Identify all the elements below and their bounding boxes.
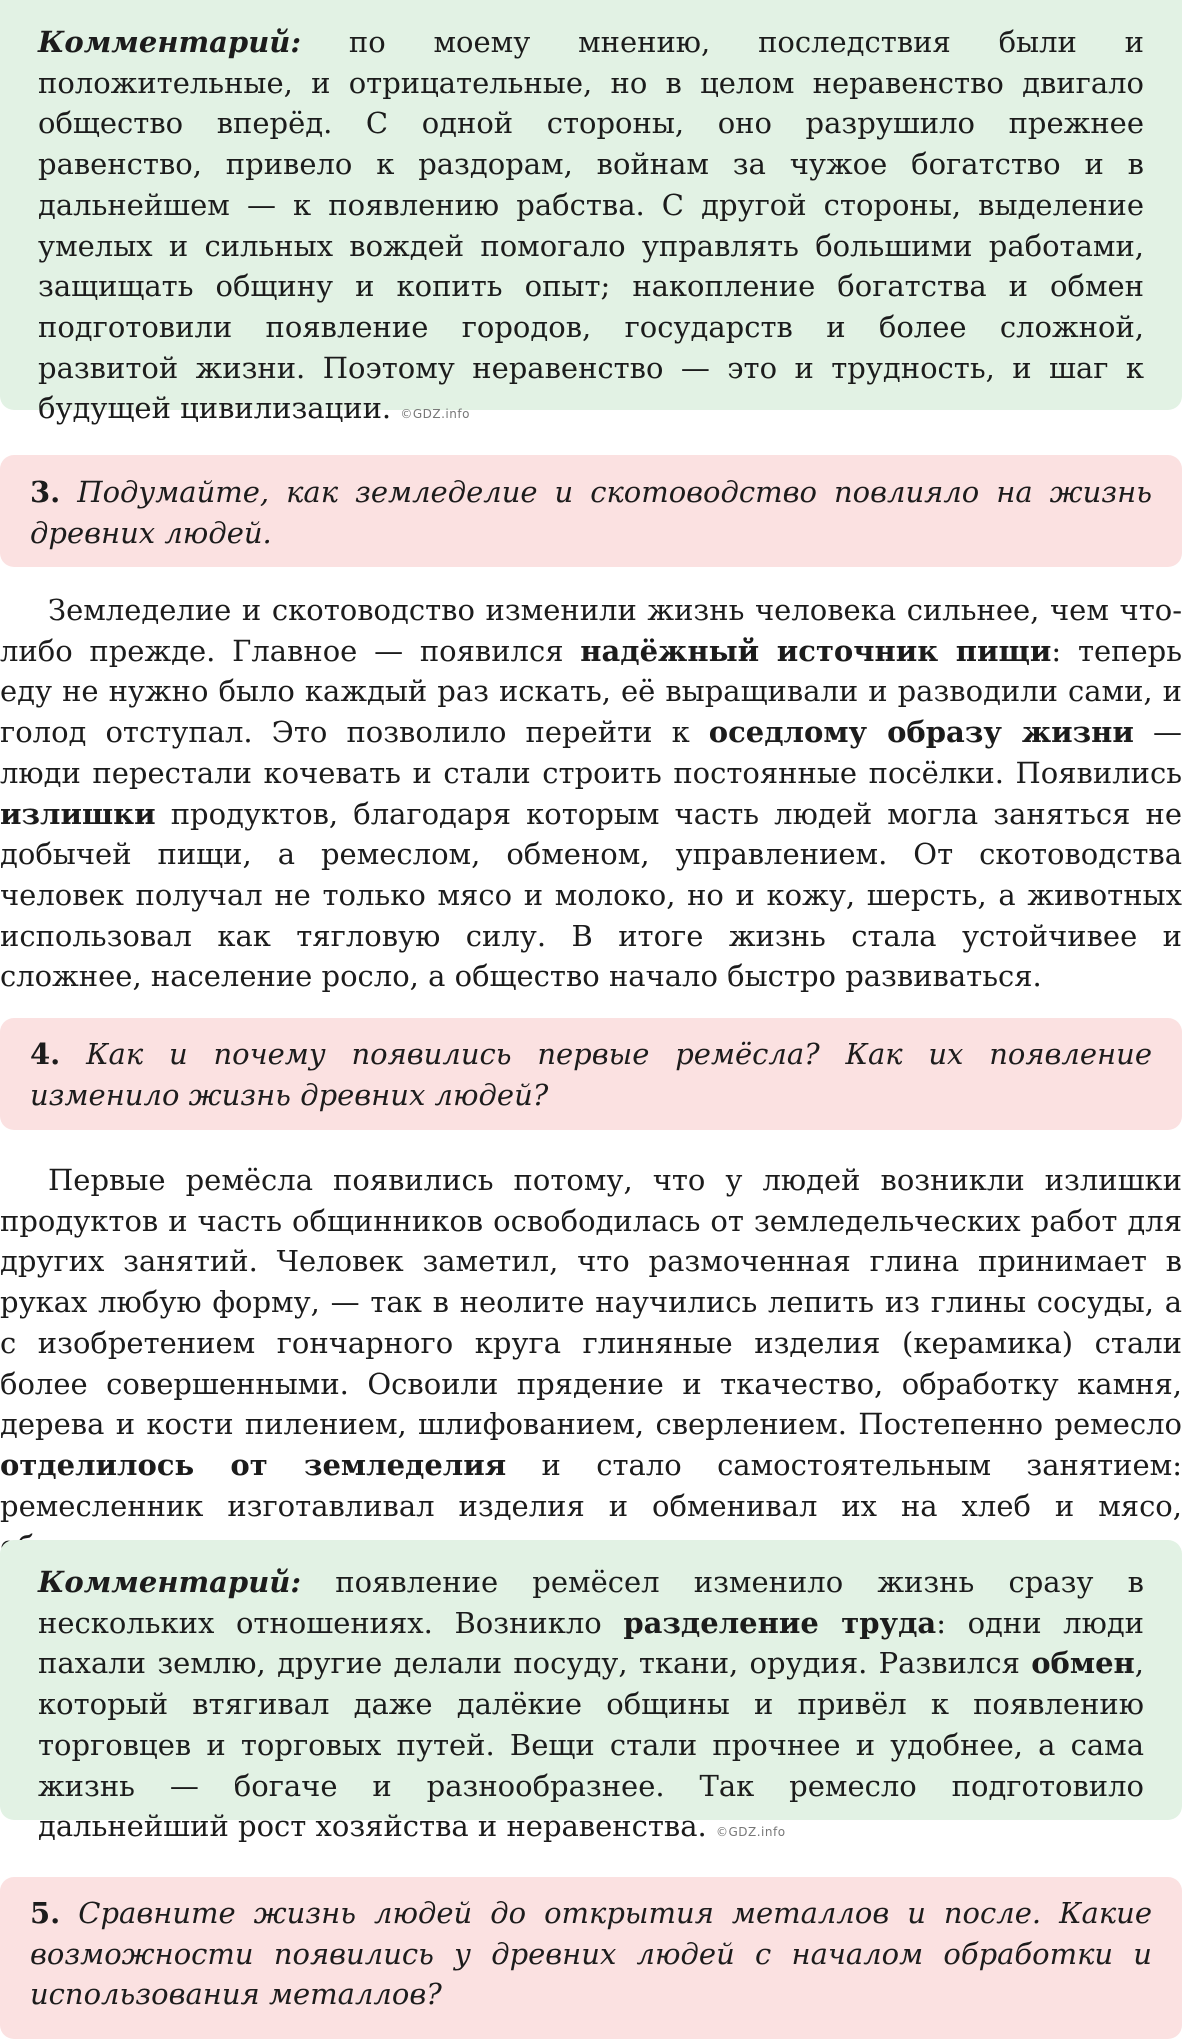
question-number: 4. [30, 1037, 61, 1071]
watermark: ©GDZ.info [400, 407, 470, 422]
comment-bold: разделение труда [623, 1605, 937, 1640]
comment-bold: обмен [1031, 1646, 1135, 1681]
answer-4 [0, 1160, 1182, 1567]
answer-text: Первые ремёсла появились потому, что у людей возникли излишки продуктов и часть общинников освободилась от земледельческих работ для других занятий. Человек заметил, что размоченная глина принимает в руках любую форму, — так в неолите научились лепить из глины сосуды, а с изобретением гончарного круга глиняные изделия (керамика) стали более совершенными. Освоили прядение и ткачество, обработку камня, дерева и кости пилением, шлифованием, сверлением. Постепенно ремесло [0, 1163, 1182, 1442]
question-text: Сравните жизнь людей до открытия металлов и после. Какие возможности появились у древних людей с началом обработки и использования металлов? [30, 1896, 1153, 2012]
question-text: Подумайте, как земледелие и скотоводство повлияло на жизнь древних людей. [30, 475, 1152, 550]
answer-text: Земледелие и скотоводство изменили жизнь человека сильнее, чем что-либо прежде. Главное — появился [0, 593, 1182, 668]
question-4 [0, 1034, 1182, 1115]
question-3 [0, 472, 1182, 553]
question-number: 3. [30, 475, 61, 509]
answer-text: — люди перестали кочевать и стали строить постоянные посёлки. Появились [0, 715, 1182, 790]
answer-bold: надёжный источник пищи [580, 633, 1052, 668]
watermark: ©GDZ.info [715, 1825, 786, 1840]
question-number: 5. [30, 1896, 61, 1930]
question-text: Как и почему появились первые ремёсла? Как их появление изменило жизнь древних людей? [30, 1037, 1152, 1112]
answer-text: продуктов, благодаря которым часть людей могла заняться не добычей пищи, а ремеслом, обменом, управлением. От скотоводства человек получал не только мясо и молоко, но и кожу, шерсть, а животных использовал как тягловую силу. В итоге жизнь стала устойчивее и сложнее, население росло, а общество начало быстро развиваться. [0, 796, 1182, 994]
answer-text: и стало самостоятельным занятием: ремесленник изготавливал изделия и обменивал их на хлеб и мясо, [0, 1447, 1182, 1523]
answer-text: : теперь еду не нужно было каждый раз искать, её выращивали и разводили сами, и голод отступал. Это позволило перейти к [0, 633, 1182, 750]
comment-2-text [0, 1562, 1182, 1853]
answer-3 [0, 590, 1182, 997]
answer-bold: оседлому образу жизни [708, 715, 1134, 750]
comment-1-text [0, 22, 1182, 435]
comment-body: : одни люди пахали землю, другие делали посуду, ткани, орудия. Развился [38, 1605, 1145, 1681]
comment-body: появление ремёсел изменило жизнь сразу в нескольких отношениях. Возникло [38, 1565, 1144, 1640]
comment-label: Комментарий: [38, 1565, 302, 1599]
comment-body: по моему мнению, последствия были и положительные, и отрицательные, но в целом неравенство двигало общество вперёд. С одной стороны, оно разрушило прежнее равенство, привело к раздорам, войнам за чужое богатство и в дальнейшем — к появлению рабства. С другой стороны, выделение умелых и сильных вождей помогало управлять большими работами, защищать общину и копить опыт; накопление богатства и обмен подготовили появление городов, государств и более сложной, развитой жизни. Поэтому неравенство — это и трудность, и шаг к будущей цивилизации. [38, 25, 1144, 426]
question-5 [0, 1893, 1182, 2015]
comment-label: Комментарий: [38, 25, 302, 59]
answer-bold: излишки [0, 796, 156, 831]
answer-bold: отделилось от земледелия [0, 1447, 507, 1482]
comment-body: , который втягивал даже далёкие общины и привёл к появлению торговцев и торговых путей. Вещи стали прочнее и удобнее, а сама жизнь — богаче и разнообразнее. Так ремесло подготовило дальнейший рост хозяйства и неравенства. [38, 1646, 1144, 1844]
